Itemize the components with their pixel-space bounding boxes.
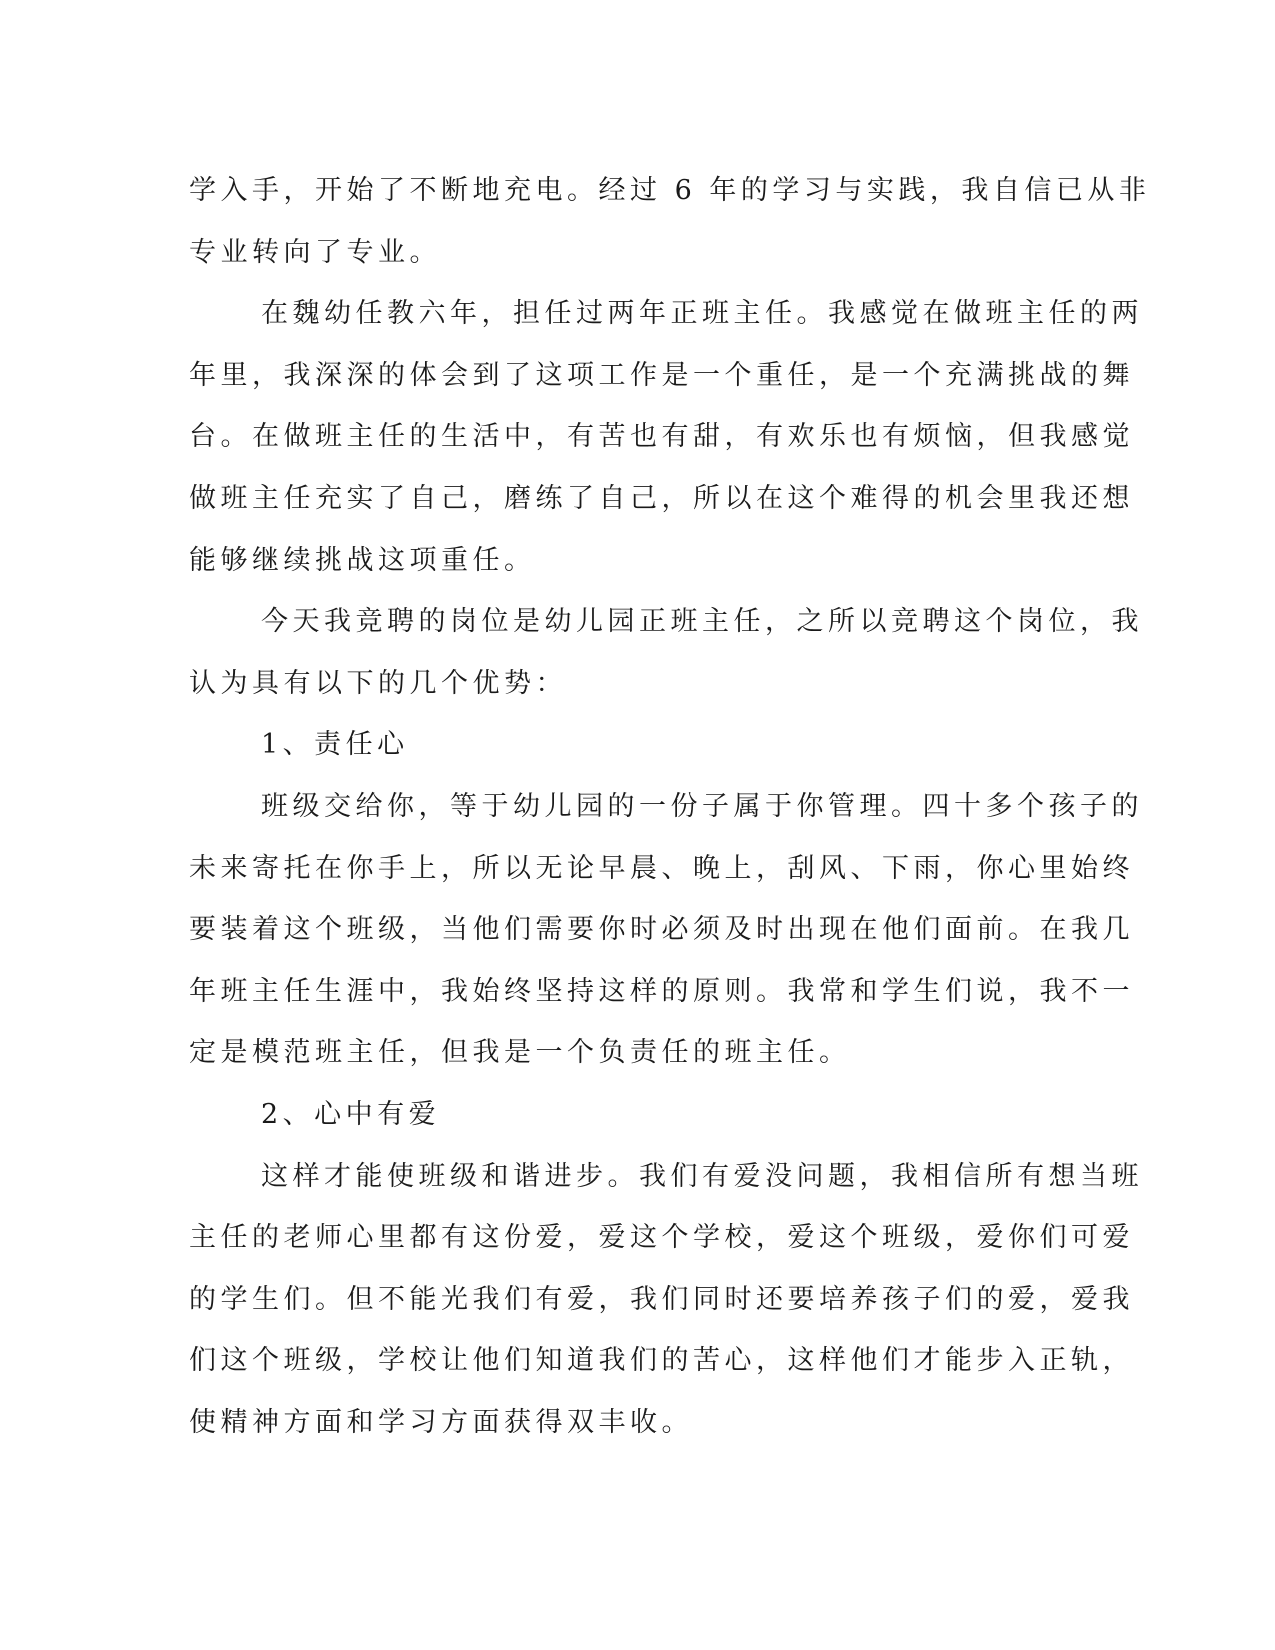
paragraph-start-line: 这样才能使班级和谐进步。我们有爱没问题，我相信所有想当班	[261, 1160, 1143, 1192]
paragraph-start-line: 班级交给你，等于幼儿园的一份子属于你管理。四十多个孩子的	[261, 790, 1143, 822]
text-line: 们这个班级，学校让他们知道我们的苦心，这样他们才能步入正轨，	[189, 1345, 1134, 1377]
text-line: 主任的老师心里都有这份爱，爱这个学校，爱这个班级，爱你们可爱	[189, 1222, 1134, 1254]
paragraph-start-line: 今天我竞聘的岗位是幼儿园正班主任，之所以竞聘这个岗位，我	[261, 606, 1143, 638]
paragraph-start-line: 在魏幼任教六年，担任过两年正班主任。我感觉在做班主任的两	[261, 298, 1143, 330]
section-heading: 2、心中有爱	[261, 1098, 441, 1130]
text-line: 定是模范班主任，但我是一个负责任的班主任。	[189, 1037, 851, 1069]
text-line: 台。在做班主任的生活中，有苦也有甜，有欢乐也有烦恼，但我感觉	[189, 421, 1134, 453]
section-heading: 1、责任心	[261, 729, 409, 761]
document-body	[189, 160, 1151, 1453]
text-line: 年里，我深深的体会到了这项工作是一个重任，是一个充满挑战的舞	[189, 359, 1134, 391]
text-line: 认为具有以下的几个优势：	[189, 667, 567, 699]
text-line: 学入手，开始了不断地充电。经过 6 年的学习与实践，我自信已从非	[189, 175, 1151, 206]
text-line: 要装着这个班级，当他们需要你时必须及时出现在他们面前。在我几	[189, 914, 1134, 946]
text-line: 专业转向了专业。	[189, 236, 441, 268]
text-line: 的学生们。但不能光我们有爱，我们同时还要培养孩子们的爱，爱我	[189, 1283, 1134, 1315]
text-line: 未来寄托在你手上，所以无论早晨、晚上，刮风、下雨，你心里始终	[189, 852, 1134, 884]
text-line: 年班主任生涯中，我始终坚持这样的原则。我常和学生们说，我不一	[189, 975, 1134, 1007]
text-line: 做班主任充实了自己，磨练了自己，所以在这个难得的机会里我还想	[189, 482, 1134, 514]
text-line: 使精神方面和学习方面获得双丰收。	[189, 1406, 693, 1438]
text-line: 能够继续挑战这项重任。	[189, 544, 536, 576]
